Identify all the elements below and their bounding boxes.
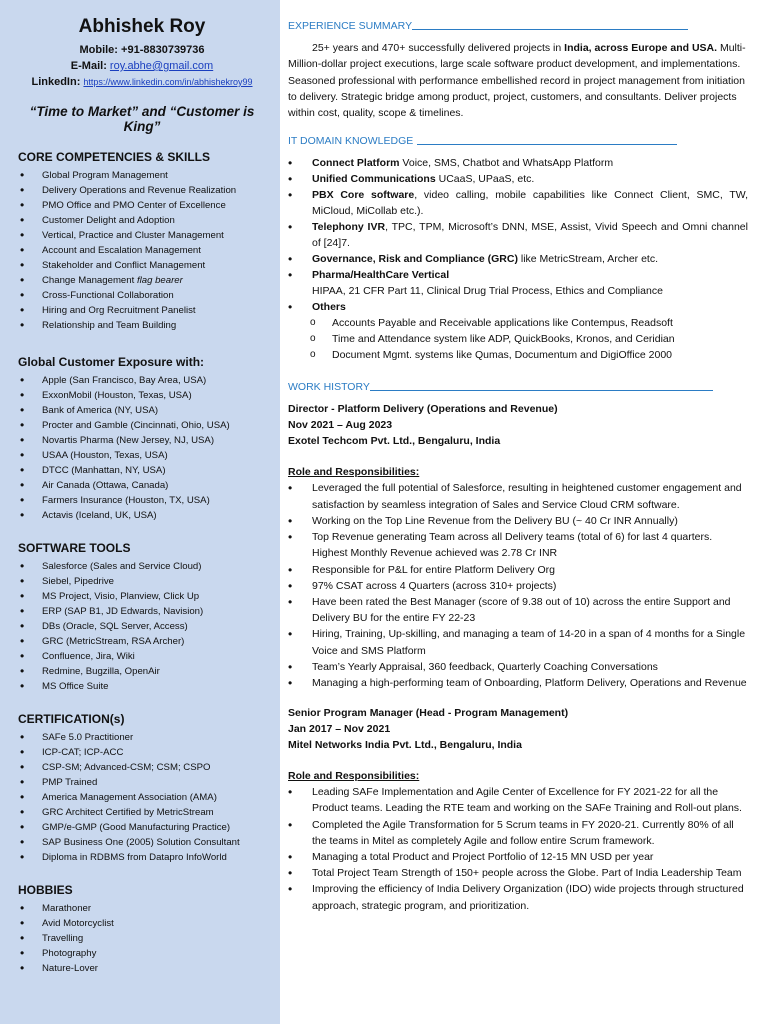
domain-item <box>288 299 748 315</box>
software-item <box>18 574 266 589</box>
competencies-item <box>18 213 266 228</box>
customers-item <box>18 463 266 478</box>
domain-item-text: , TPC, TPM, Microsoft’s DNN, MSE, Assist, Vivid Speech and Omni channel of [24]7. <box>312 221 748 250</box>
competencies-item-text: Hiring and Org Recruitment Panelist <box>42 305 196 316</box>
software-item <box>18 619 266 634</box>
job-dates: Nov 2021 – Aug 2023 <box>288 419 393 432</box>
experience-heading <box>288 20 748 32</box>
responsibility-item <box>288 529 748 561</box>
mobile-label: Mobile: <box>79 44 118 56</box>
competencies-item-text: Account and Escalation Management <box>42 245 201 256</box>
certifications-item-text: GMP/e-GMP (Good Manufacturing Practice) <box>42 822 231 833</box>
customers-item-text: Apple (San Francisco, Bay Area, USA) <box>42 375 207 386</box>
customers-item <box>18 493 266 508</box>
candidate-name: Abhishek Roy <box>78 16 206 37</box>
customers-item-text: Procter and Gamble (Cincinnati, Ohio, USA) <box>42 420 230 431</box>
domain-item-bold: Pharma/HealthCare Vertical <box>312 269 450 282</box>
responsibility-text: 97% CSAT across 4 Quarters (across 310+ projects) <box>312 579 557 592</box>
others-item <box>308 331 748 347</box>
certifications-item-text: SAP Business One (2005) Solution Consultant <box>42 837 240 848</box>
customers-item <box>18 448 266 463</box>
domain-item <box>288 187 748 219</box>
hobbies-item-text: Photography <box>42 948 97 959</box>
domain-item <box>288 283 748 299</box>
domain-item-text: , video calling, mobile capabilities like Connect Client, SMC, TW, MiCloud, MiCollab etc.). <box>312 189 748 218</box>
competencies-item <box>18 258 266 273</box>
customers-item <box>18 433 266 448</box>
hobbies-item-text: Travelling <box>42 933 84 944</box>
responsibility-text: Hiring, Training, Up-skilling, and managing a team of 14-20 in a span of 4 months for a Single Voice and SMS Platform <box>312 628 746 657</box>
responsibility-item <box>288 594 748 626</box>
customers-item-text: DTCC (Manhattan, NY, USA) <box>42 465 166 476</box>
customers-item-text: USAA (Houston, Texas, USA) <box>42 450 168 461</box>
certifications-section <box>18 712 266 865</box>
customers-item <box>18 478 266 493</box>
certifications-item <box>18 850 266 865</box>
job-dates: Jan 2017 – Nov 2021 <box>288 723 391 736</box>
others-item <box>308 347 748 363</box>
competencies-item <box>18 168 266 183</box>
software-section <box>18 541 266 694</box>
heading-rule <box>417 144 677 145</box>
software-item-text: DBs (Oracle, SQL Server, Access) <box>42 621 188 632</box>
others-item <box>308 315 748 331</box>
software-item <box>18 634 266 649</box>
responsibility-item <box>288 626 748 658</box>
domain-item-text: HIPAA, 21 CFR Part 11, Clinical Drug Trial Process, Ethics and Compliance <box>312 285 663 298</box>
linkedin-label: LinkedIn: <box>31 76 81 88</box>
domain-list <box>288 155 748 363</box>
responsibility-text: Total Project Team Strength of 150+ people across the Globe. Part of India Leadership Team <box>312 867 742 880</box>
responsibilities-list <box>288 784 748 914</box>
customers-item <box>18 418 266 433</box>
responsibility-text: Completed the Agile Transformation for 5 Scrum teams in FY 2020-21. Currently 80% of all the teams in Mitel as completely Agile and follow entire Scrum framework. <box>312 818 734 847</box>
responsibility-item <box>288 784 748 816</box>
certifications-item-text: GRC Architect Certified by MetricStream <box>42 807 214 818</box>
certifications-item-text: America Management Association (AMA) <box>42 792 217 803</box>
hobbies-item <box>18 931 266 946</box>
customers-section <box>18 355 266 523</box>
competencies-item <box>18 198 266 213</box>
change-mgmt-suffix: flag bearer <box>136 275 183 286</box>
linkedin-line <box>18 74 266 90</box>
hobbies-list <box>18 901 266 976</box>
hobbies-item <box>18 916 266 931</box>
domain-item <box>288 251 748 267</box>
domain-item-bold: Governance, Risk and Compliance (GRC) <box>312 253 518 266</box>
competencies-item-text: Customer Delight and Adoption <box>42 215 175 226</box>
certifications-item-text: CSP-SM; Advanced-CSM; CSM; CSPO <box>42 762 211 773</box>
responsibility-item <box>288 817 748 849</box>
certifications-item <box>18 805 266 820</box>
summary-text-post: Multi-Million-dollar project executions, large scale software product development, and implementations. Seasoned professional with performance embellished record in project management from initiation to delivery. Strategic bridge among product, project, customers, and consultants. Deliver projects within cost, quality, scope & timelines. <box>288 42 746 120</box>
responsibility-text: Working on the Top Line Revenue from the Delivery BU (~ 40 Cr INR Annually) <box>312 514 678 527</box>
competencies-item <box>18 288 266 303</box>
certifications-item-text: SAFe 5.0 Practitioner <box>42 732 134 743</box>
others-item-text: Accounts Payable and Receivable applications like Contempus, Readsoft <box>332 317 673 330</box>
competencies-item-text: Global Program Management <box>42 170 168 181</box>
responsibility-text: Have been rated the Best Manager (score of 9.38 out of 10) across the entire Support and Delivery BU for the entire FY 22-23 <box>312 595 731 625</box>
mobile-line <box>18 42 266 58</box>
summary-text-bold: India, across Europe and USA. <box>564 42 718 54</box>
domain-item-bold: Connect Platform <box>312 157 400 170</box>
customers-item <box>18 373 266 388</box>
email-label: E-Mail: <box>70 60 107 72</box>
certifications-list <box>18 730 266 865</box>
responsibility-text: Top Revenue generating Team across all Delivery teams (total of 6) for last 4 quarters. Highest Monthly Revenue achieved was 2.78 Cr INR <box>312 531 713 560</box>
software-item <box>18 664 266 679</box>
responsibility-text: Managing a total Product and Project Portfolio of 12-15 MN USD per year <box>312 850 654 863</box>
responsibility-item <box>288 513 748 529</box>
responsibility-item <box>288 480 748 512</box>
customers-item-text: Farmers Insurance (Houston, TX, USA) <box>42 495 210 506</box>
role-heading: Role and Responsibilities: <box>288 466 420 479</box>
sidebar <box>0 0 280 1024</box>
certifications-item <box>18 730 266 745</box>
responsibility-item <box>288 659 748 675</box>
responsibility-text: Responsible for P&L for entire Platform Delivery Org <box>312 563 555 576</box>
competencies-item <box>18 318 266 333</box>
customers-item-text: Actavis (Iceland, UK, USA) <box>42 510 157 521</box>
responsibility-item <box>288 865 748 881</box>
certifications-item-text: ICP-CAT; ICP-ACC <box>42 747 124 758</box>
customers-item-text: Bank of America (NY, USA) <box>42 405 159 416</box>
customers-item-text: ExxonMobil (Houston, Texas, USA) <box>42 390 192 401</box>
competencies-item-text: Relationship and Team Building <box>42 320 177 331</box>
software-item <box>18 679 266 694</box>
hobbies-section <box>18 883 266 976</box>
certifications-item <box>18 835 266 850</box>
customers-item <box>18 388 266 403</box>
responsibility-item <box>288 881 748 913</box>
competencies-item <box>18 183 266 198</box>
software-heading: SOFTWARE TOOLS <box>18 541 131 555</box>
job-title: Director - Platform Delivery (Operations and Revenue) <box>288 403 558 416</box>
software-item-text: GRC (MetricStream, RSA Archer) <box>42 636 185 647</box>
responsibility-item <box>288 562 748 578</box>
responsibilities-list <box>288 480 748 691</box>
hobbies-item <box>18 901 266 916</box>
competencies-item-text: Change Management <box>42 275 135 286</box>
main-content <box>288 20 748 928</box>
responsibility-text: Leveraged the full potential of Salesforce, resulting in heightened customer engagement and satisfaction by seamless integration of Sales and Service Cloud CRM software. <box>312 482 742 511</box>
role-heading: Role and Responsibilities: <box>288 770 420 783</box>
software-item <box>18 604 266 619</box>
certifications-item-text: PMP Trained <box>42 777 98 788</box>
responsibility-item <box>288 578 748 594</box>
responsibility-item <box>288 849 748 865</box>
domain-item-bold: Unified Communications <box>312 173 436 186</box>
responsibility-text: Managing a high-performing team of Onboarding, Platform Delivery, Operations and Revenue <box>312 676 747 689</box>
certifications-item <box>18 790 266 805</box>
summary-text-pre: 25+ years and 470+ successfully delivered projects in <box>312 42 565 54</box>
domain-item <box>288 171 748 187</box>
heading-rule <box>412 29 688 30</box>
software-item-text: ERP (SAP B1, JD Edwards, Navision) <box>42 606 204 617</box>
competencies-item <box>18 273 266 288</box>
domain-item <box>288 219 748 251</box>
certifications-item <box>18 775 266 790</box>
domain-heading <box>288 135 748 147</box>
customers-item <box>18 403 266 418</box>
experience-summary <box>288 40 748 121</box>
domain-item-text: Voice, SMS, Chatbot and WhatsApp Platform <box>399 157 614 170</box>
jobs-container <box>288 401 748 913</box>
experience-heading-text: EXPERIENCE SUMMARY <box>288 20 413 32</box>
certifications-item <box>18 745 266 760</box>
competencies-item-text: Delivery Operations and Revenue Realization <box>42 185 237 196</box>
customers-list <box>18 373 266 523</box>
hobbies-heading: HOBBIES <box>18 883 73 897</box>
others-item-text: Time and Attendance system like ADP, QuickBooks, Kronos, and Ceridian <box>332 333 675 346</box>
heading-rule <box>370 390 713 391</box>
others-item-text: Document Mgmt. systems like Qumas, Documentum and DigiOffice 2000 <box>332 349 673 362</box>
domain-item-text: UCaaS, UPaaS, etc. <box>435 173 535 186</box>
competencies-heading: CORE COMPETENCIES & SKILLS <box>18 150 211 164</box>
competencies-item-text: PMO Office and PMO Center of Excellence <box>42 200 226 211</box>
software-list <box>18 559 266 694</box>
domain-item-text: like MetricStream, Archer etc. <box>517 253 659 266</box>
customers-item-text: Novartis Pharma (New Jersey, NJ, USA) <box>42 435 215 446</box>
software-item-text: Siebel, Pipedrive <box>42 576 114 587</box>
domain-item <box>288 155 748 171</box>
software-item <box>18 559 266 574</box>
domain-heading-text: IT DOMAIN KNOWLEDGE <box>288 135 414 148</box>
customers-heading: Global Customer Exposure with: <box>18 355 205 369</box>
hobbies-item-text: Nature-Lover <box>42 963 98 974</box>
certifications-item <box>18 760 266 775</box>
domain-item-bold: Telephony IVR <box>312 221 386 234</box>
responsibility-text: Team’s Yearly Appraisal, 360 feedback, Quarterly Coaching Conversations <box>312 660 658 673</box>
mobile-number: +91-8830739736 <box>121 44 205 56</box>
responsibility-item <box>288 675 748 691</box>
competencies-item <box>18 243 266 258</box>
certifications-item <box>18 820 266 835</box>
customers-item-text: Air Canada (Ottawa, Canada) <box>42 480 169 491</box>
job-company: Mitel Networks India Pvt. Ltd., Bengaluru, India <box>288 739 522 752</box>
domain-item-bold: PBX Core software <box>312 189 415 202</box>
domain-item <box>288 267 748 283</box>
others-list <box>308 315 748 363</box>
hobbies-item <box>18 961 266 976</box>
work-heading <box>288 381 748 393</box>
linkedin-link[interactable]: https://www.linkedin.com/in/abhishekroy99 <box>83 77 253 87</box>
competencies-item <box>18 228 266 243</box>
email-line <box>18 58 266 74</box>
domain-item-bold: Others <box>312 301 346 314</box>
hobbies-item <box>18 946 266 961</box>
competencies-item-text: Cross-Functional Collaboration <box>42 290 174 301</box>
certifications-item-text: Diploma in RDBMS from Datapro InfoWorld <box>42 852 227 863</box>
competencies-section <box>18 150 266 333</box>
software-item-text: Salesforce (Sales and Service Cloud) <box>42 561 202 572</box>
competencies-item <box>18 303 266 318</box>
competencies-list <box>18 168 266 333</box>
job-title: Senior Program Manager (Head - Program Management) <box>288 707 569 720</box>
software-item <box>18 589 266 604</box>
competencies-item-text: Stakeholder and Conflict Management <box>42 260 206 271</box>
hobbies-item-text: Marathoner <box>42 903 92 914</box>
hobbies-item-text: Avid Motorcyclist <box>42 918 114 929</box>
software-item-text: Confluence, Jira, Wiki <box>42 651 135 662</box>
software-item-text: Redmine, Bugzilla, OpenAir <box>42 666 160 677</box>
software-item <box>18 649 266 664</box>
customers-item <box>18 508 266 523</box>
responsibility-text: Leading SAFe Implementation and Agile Center of Excellence for FY 2021-22 for all the Product teams. Leading the RTE team and working on the SAFe Training and Roll-out plans. <box>312 786 742 815</box>
work-heading-text: WORK HISTORY <box>288 381 370 394</box>
email-link[interactable]: roy.abhe@gmail.com <box>109 60 214 72</box>
software-item-text: MS Office Suite <box>42 681 109 692</box>
certifications-heading: CERTIFICATION(s) <box>18 712 125 726</box>
responsibility-text: Improving the efficiency of India Delivery Organization (IDO) wide projects through structured approach, strategic program, and prioritization. <box>312 883 744 912</box>
competencies-item-text: Vertical, Practice and Cluster Management <box>42 230 224 241</box>
job-company: Exotel Techcom Pvt. Ltd., Bengaluru, India <box>288 435 501 448</box>
tagline: “Time to Market” and “Customer is King” <box>29 104 255 134</box>
software-item-text: MS Project, Visio, Planview, Click Up <box>42 591 200 602</box>
